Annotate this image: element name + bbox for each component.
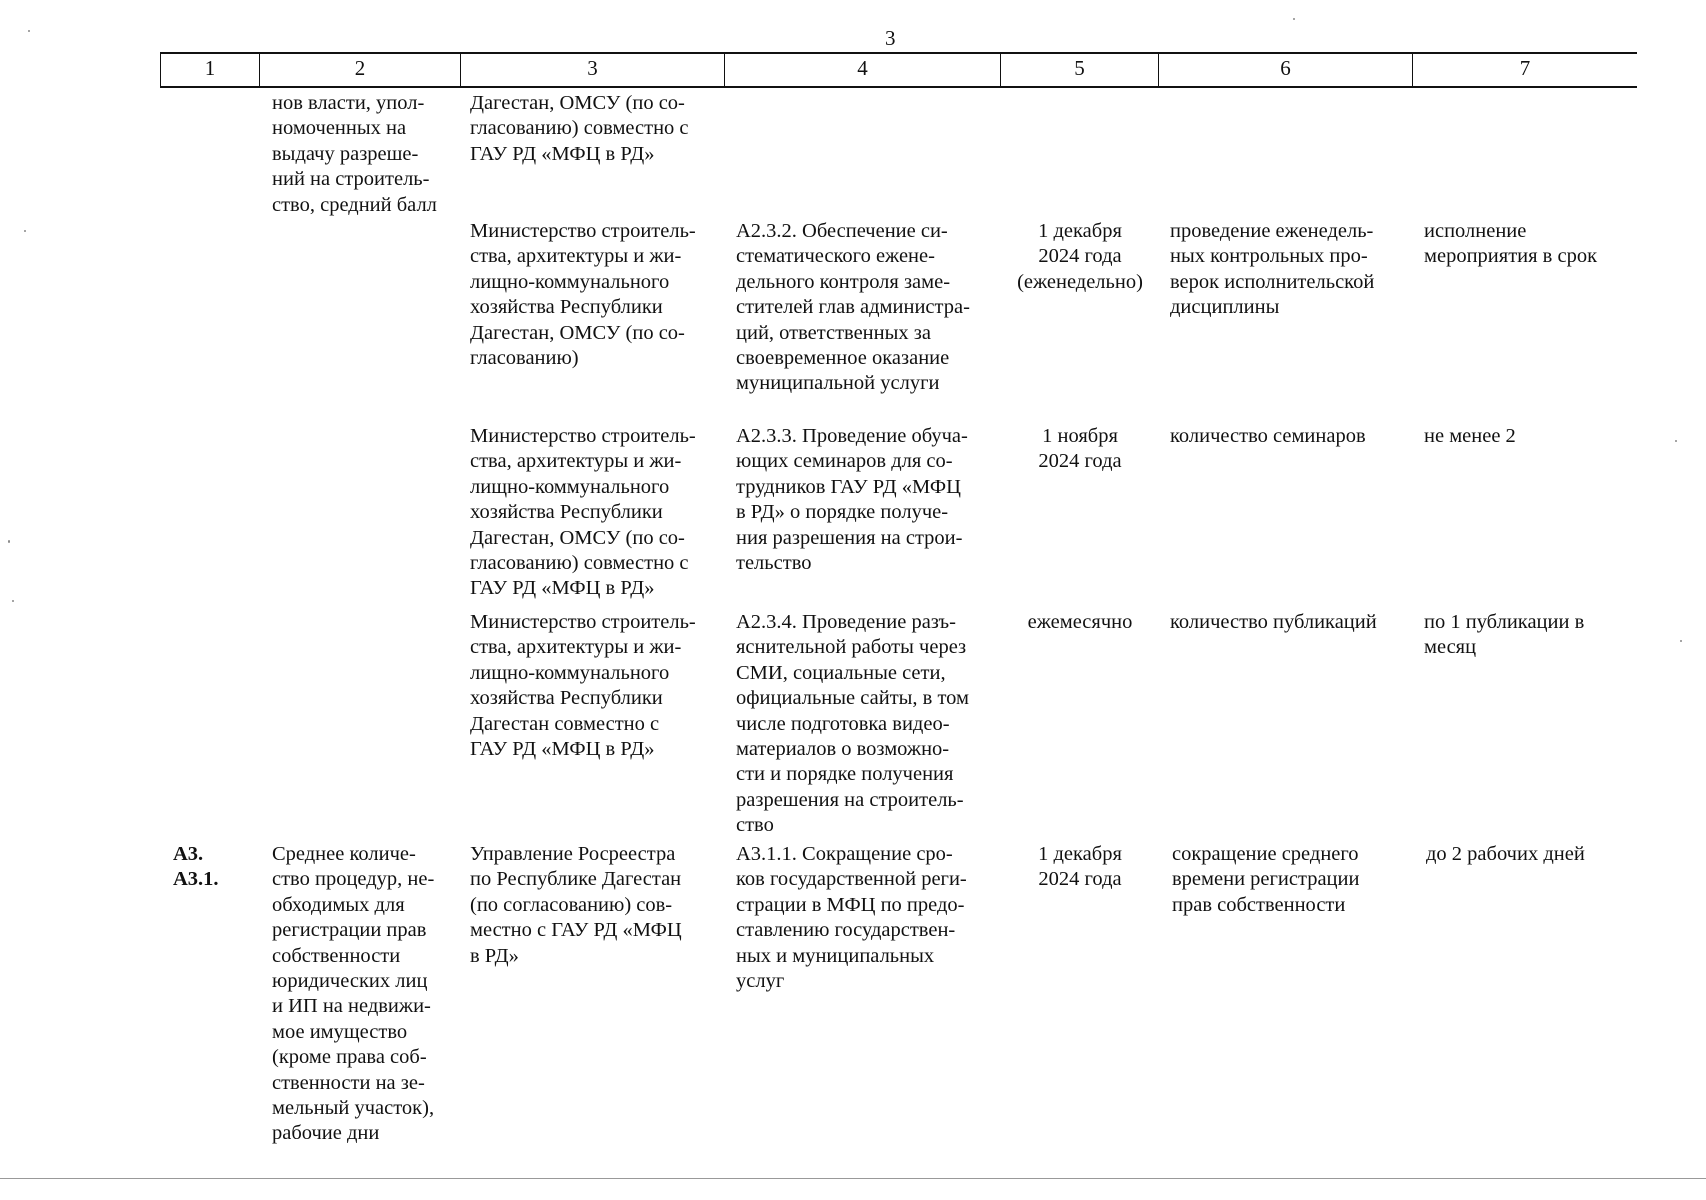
text-line: лищно-коммунального (470, 475, 670, 498)
row-0-indicator (272, 91, 450, 218)
text-line: ственности на зе- (272, 1071, 425, 1094)
row-1-deadline (1004, 219, 1156, 295)
text-line: в РД» о порядке получе- (736, 501, 949, 524)
text-line: по Республике Дагестан (470, 868, 682, 891)
scan-speck (24, 230, 26, 232)
text-line: выдачу разреше- (272, 142, 419, 165)
row-3-indicator (1170, 610, 1406, 635)
text-line: разрешения на строитель- (736, 788, 964, 811)
text-line: материалов о возможно- (736, 738, 950, 761)
text-line: стителей глав администра- (736, 296, 970, 319)
text-line: Дагестан, ОМСУ (по со- (470, 526, 685, 549)
text-line: верок исполнительской (1170, 270, 1375, 293)
text-line: ных и муниципальных (736, 944, 935, 967)
text-line: (по согласованию) сов- (470, 893, 673, 916)
text-line: времени регистрации (1172, 868, 1360, 891)
text-line: А3.1.1. Сокращение сро- (736, 843, 953, 865)
text-line: ГАУ РД «МФЦ в РД» (470, 142, 655, 165)
row-4-deadline (1004, 842, 1156, 893)
text-line: количество семинаров (1170, 425, 1366, 447)
text-line: 1 декабря (1038, 220, 1122, 242)
text-line: ства, архитектуры и жи- (470, 636, 682, 659)
text-line: Управление Росреестра (470, 843, 676, 865)
text-line: 1 ноября (1042, 425, 1118, 447)
text-line: яснительной работы через (736, 636, 967, 659)
text-line: ство, средний балл (272, 193, 437, 216)
text-line: ГАУ РД «МФЦ в РД» (470, 577, 655, 600)
header-col-2: 2 (354, 56, 366, 80)
text-line: ство процедур, не- (272, 868, 435, 891)
header-col-7: 7 (1519, 56, 1531, 80)
text-line: юридических лиц (272, 970, 428, 993)
text-line: муниципальной услуги (736, 372, 940, 395)
row-4-measure (736, 842, 992, 994)
text-line: ния разрешения на строи- (736, 526, 963, 549)
text-line: регистрации прав (272, 919, 427, 942)
row-4-indicator (1172, 842, 1406, 918)
row-3-deadline (1004, 610, 1156, 635)
text-line: Дагестан, ОМСУ (по со- (470, 321, 685, 344)
text-line: СМИ, социальные сети, (736, 661, 946, 684)
text-line: гласованию) совместно с (470, 117, 689, 140)
scan-speck (12, 600, 14, 602)
text-line: хозяйства Республики (470, 296, 663, 319)
scan-bottom-edge (0, 1178, 1706, 1179)
text-line: мельный участок), (272, 1097, 435, 1120)
text-line: трудников ГАУ РД «МФЦ (736, 475, 961, 498)
text-line: ций, ответственных за (736, 321, 931, 344)
header-top-rule (160, 52, 1637, 54)
row-4-number (173, 842, 253, 893)
text-line: Среднее количе- (272, 843, 416, 865)
text-line: Министерство строитель- (470, 425, 696, 447)
row-2-measure (736, 424, 992, 576)
text-line: А3.1. (173, 868, 219, 891)
text-line: мое имущество (272, 1020, 408, 1043)
text-line: и ИП на недвижи- (272, 995, 431, 1018)
text-line: ющих семинаров для со- (736, 450, 953, 473)
text-line: страции в МФЦ по предо- (736, 893, 965, 916)
text-line: рабочие дни (272, 1122, 380, 1145)
text-line: сокращение среднего (1172, 843, 1359, 865)
text-line: мероприятия в срок (1424, 245, 1598, 268)
row-1-target (1424, 219, 1634, 270)
row-2-target (1424, 424, 1634, 449)
text-line: хозяйства Республики (470, 501, 663, 524)
header-col-4: 4 (857, 56, 868, 80)
text-line: дисциплины (1170, 296, 1280, 319)
text-line: сти и порядке получения (736, 763, 954, 786)
scan-speck (1675, 440, 1677, 442)
text-line: в РД» (470, 944, 519, 967)
text-line: количество публикаций (1170, 611, 1377, 633)
text-line: тельство (736, 552, 812, 575)
text-line: числе подготовка видео- (736, 712, 950, 735)
header-col-1: 1 (204, 56, 216, 80)
text-line: гласованию) совместно с (470, 552, 689, 575)
row-2-deadline (1004, 424, 1156, 475)
header-col-6: 6 (1280, 56, 1291, 80)
text-line: А2.3.4. Проведение разъ- (736, 611, 956, 633)
text-line: ство (736, 814, 774, 837)
text-line: своевременное оказание (736, 347, 950, 370)
text-line: обходимых для (272, 893, 405, 916)
row-0-responsible (470, 91, 716, 167)
text-line: проведение еженедель- (1170, 220, 1374, 242)
text-line: А2.3.2. Обеспечение си- (736, 220, 948, 242)
text-line: по 1 публикации в (1424, 611, 1585, 633)
scan-speck (1680, 640, 1682, 642)
text-line: Дагестан совместно с (470, 712, 660, 735)
header-col-3: 3 (587, 56, 598, 80)
text-line: лищно-коммунального (470, 270, 670, 293)
row-1-measure (736, 219, 992, 397)
row-4-target (1426, 842, 1636, 867)
text-line: 1 декабря (1038, 843, 1122, 865)
text-line: лищно-коммунального (470, 661, 670, 684)
text-line: (еженедельно) (1017, 270, 1143, 293)
text-line: официальные сайты, в том (736, 687, 969, 710)
text-line: хозяйства Республики (470, 687, 663, 710)
header-col-5: 5 (1074, 56, 1085, 80)
text-line: ГАУ РД «МФЦ в РД» (470, 738, 655, 761)
text-line: (кроме права соб- (272, 1046, 427, 1069)
scan-speck (8, 540, 10, 543)
text-line: 2024 года (1038, 450, 1122, 473)
text-line: А3. (173, 843, 204, 865)
scan-speck (28, 30, 30, 32)
text-line: собственности (272, 944, 401, 967)
text-line: ных контрольных про- (1170, 245, 1368, 268)
text-line: гласованию) (470, 347, 579, 370)
text-line: ства, архитектуры и жи- (470, 450, 682, 473)
text-line: месяц (1424, 636, 1477, 659)
row-1-indicator (1170, 219, 1406, 321)
row-4-responsible (470, 842, 716, 969)
text-line: ежемесячно (1027, 611, 1133, 633)
text-line: стематического ежене- (736, 245, 935, 268)
row-3-measure (736, 610, 992, 839)
text-line: ков государственной реги- (736, 868, 967, 891)
header-bottom-rule (160, 86, 1637, 88)
scan-speck (1293, 18, 1295, 20)
text-line: до 2 рабочих дней (1426, 843, 1585, 865)
text-line: нов власти, упол- (272, 92, 425, 114)
row-2-responsible (470, 424, 716, 602)
row-3-responsible (470, 610, 716, 762)
text-line: ставлению государствен- (736, 919, 956, 942)
row-1-responsible (470, 219, 716, 371)
text-line: номоченных на (272, 117, 407, 140)
text-line: местно с ГАУ РД «МФЦ (470, 919, 682, 942)
row-4-indicator-name (272, 842, 450, 1147)
text-line: 2024 года (1038, 245, 1122, 268)
text-line: А2.3.3. Проведение обуча- (736, 425, 968, 447)
text-line: ний на строитель- (272, 168, 430, 191)
text-line: прав собственности (1172, 893, 1346, 916)
page-number: 3 (885, 26, 896, 50)
text-line: Дагестан, ОМСУ (по со- (470, 92, 685, 114)
text-line: не менее 2 (1424, 425, 1516, 447)
text-line: ства, архитектуры и жи- (470, 245, 682, 268)
text-line: услуг (736, 970, 785, 993)
text-line: дельного контроля заме- (736, 270, 951, 293)
row-3-target (1424, 610, 1634, 661)
text-line: Министерство строитель- (470, 611, 696, 633)
text-line: 2024 года (1038, 868, 1122, 891)
row-2-indicator (1170, 424, 1406, 449)
text-line: Министерство строитель- (470, 220, 696, 242)
text-line: исполнение (1424, 220, 1527, 242)
